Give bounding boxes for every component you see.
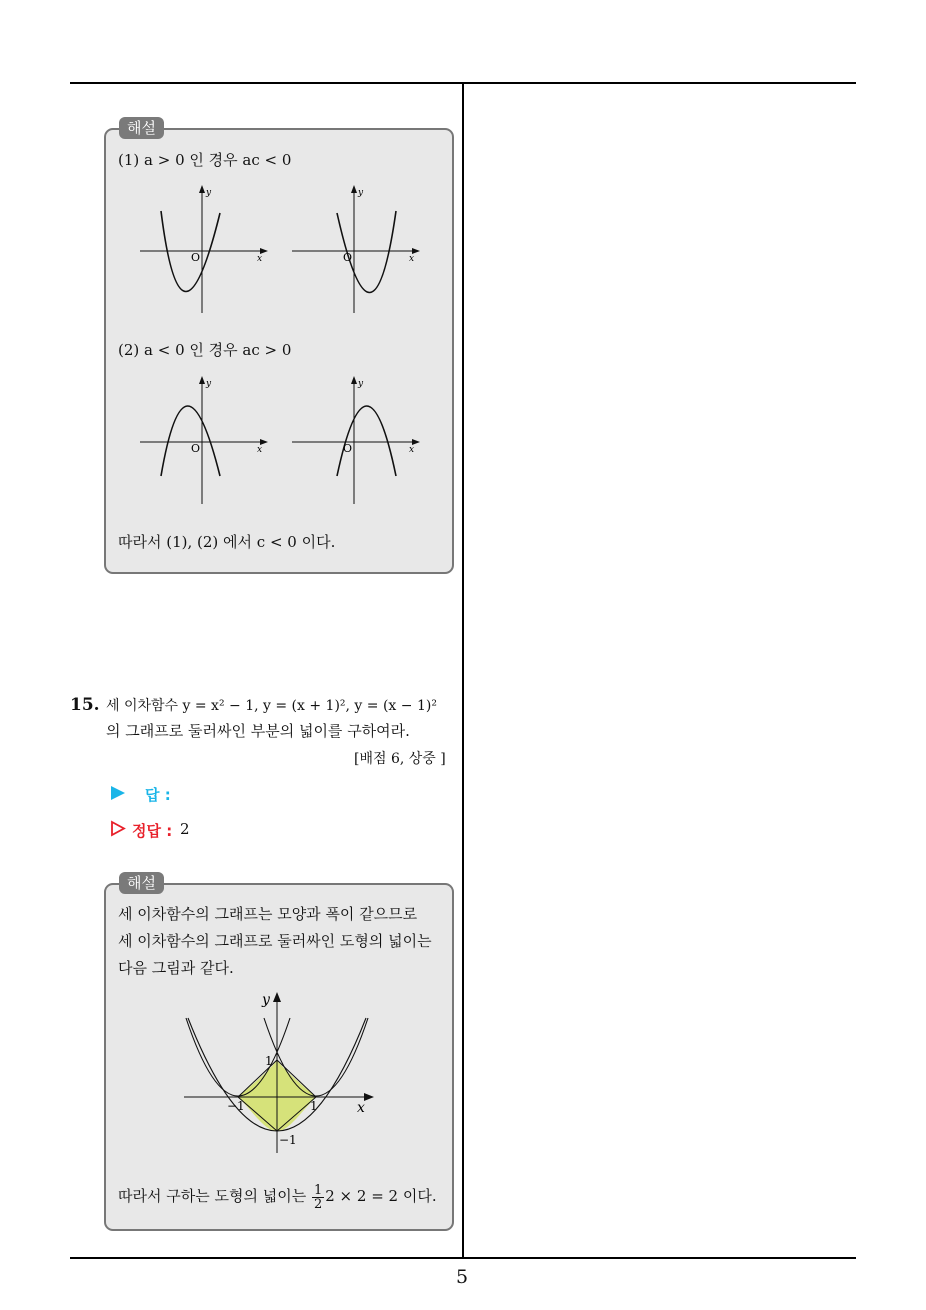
- origin-label: O: [191, 251, 201, 264]
- page-number: 5: [456, 1266, 469, 1288]
- area-figure: [180, 988, 380, 1158]
- conclusion-14: 따라서 (1), (2) 에서 c < 0 이다.: [118, 533, 336, 551]
- problem-number: 15.: [70, 695, 100, 715]
- origin-label: O: [343, 442, 353, 455]
- case1-graph-left: [134, 183, 272, 317]
- solution-tag: 해설: [119, 117, 164, 139]
- fraction-denominator: 2: [313, 1196, 323, 1212]
- y-axis-label: y: [358, 379, 364, 389]
- case1-graph-right: [286, 183, 424, 317]
- y-axis-label: y: [206, 188, 212, 198]
- answer-label[interactable]: 답 :: [145, 786, 171, 804]
- problem-line-1: 세 이차함수 y = x² − 1, y = (x + 1)², y = (x − 1)²: [106, 698, 437, 714]
- solution-tag: 해설: [119, 872, 164, 894]
- y-axis-label: y: [358, 188, 364, 198]
- conclusion-15-pre: 따라서 구하는 도형의 넓이는: [118, 1187, 307, 1205]
- conclusion-15-post: 2 × 2 = 2 이다.: [325, 1187, 437, 1205]
- x-axis-label: x: [409, 254, 415, 264]
- solution-15-line-1: 세 이차함수의 그래프는 모양과 폭이 같으므로: [118, 905, 418, 923]
- correct-label: 정답 :: [132, 822, 173, 840]
- tick-neg1-bottom: −1: [279, 1133, 297, 1147]
- tick-1-top: 1: [265, 1054, 273, 1068]
- x-axis-label: x: [409, 445, 415, 455]
- tick-1-right: 1: [310, 1099, 318, 1113]
- case-1-text: (1) a > 0 인 경우 ac < 0: [118, 151, 292, 169]
- correct-arrow-icon: [110, 820, 126, 837]
- y-axis-label: y: [262, 992, 270, 1008]
- x-axis-label: x: [257, 445, 263, 455]
- fraction-numerator: 1: [313, 1182, 323, 1198]
- column-divider: [462, 82, 464, 1259]
- solution-15-line-3: 다음 그림과 같다.: [118, 959, 234, 977]
- tick-neg1-left: −1: [227, 1099, 245, 1113]
- fraction-one-half: [312, 1184, 324, 1211]
- solution-15-line-2: 세 이차함수의 그래프로 둘러싸인 도형의 넓이는: [118, 932, 432, 950]
- case2-graph-left: [134, 374, 272, 508]
- bottom-rule: [70, 1257, 856, 1259]
- problem-meta: [배점 6, 상중 ]: [354, 751, 446, 767]
- answer-arrow-icon: [110, 785, 126, 801]
- x-axis-label: x: [357, 1100, 365, 1116]
- y-axis-label: y: [206, 379, 212, 389]
- case2-graph-right: [286, 374, 424, 508]
- origin-label: O: [343, 251, 353, 264]
- conclusion-15: [118, 1180, 437, 1212]
- origin-label: O: [191, 442, 201, 455]
- correct-value: 2: [180, 820, 190, 838]
- problem-line-2: 의 그래프로 둘러싸인 부분의 넓이를 구하여라.: [106, 722, 410, 740]
- case-2-text: (2) a < 0 인 경우 ac > 0: [118, 341, 292, 359]
- x-axis-label: x: [257, 254, 263, 264]
